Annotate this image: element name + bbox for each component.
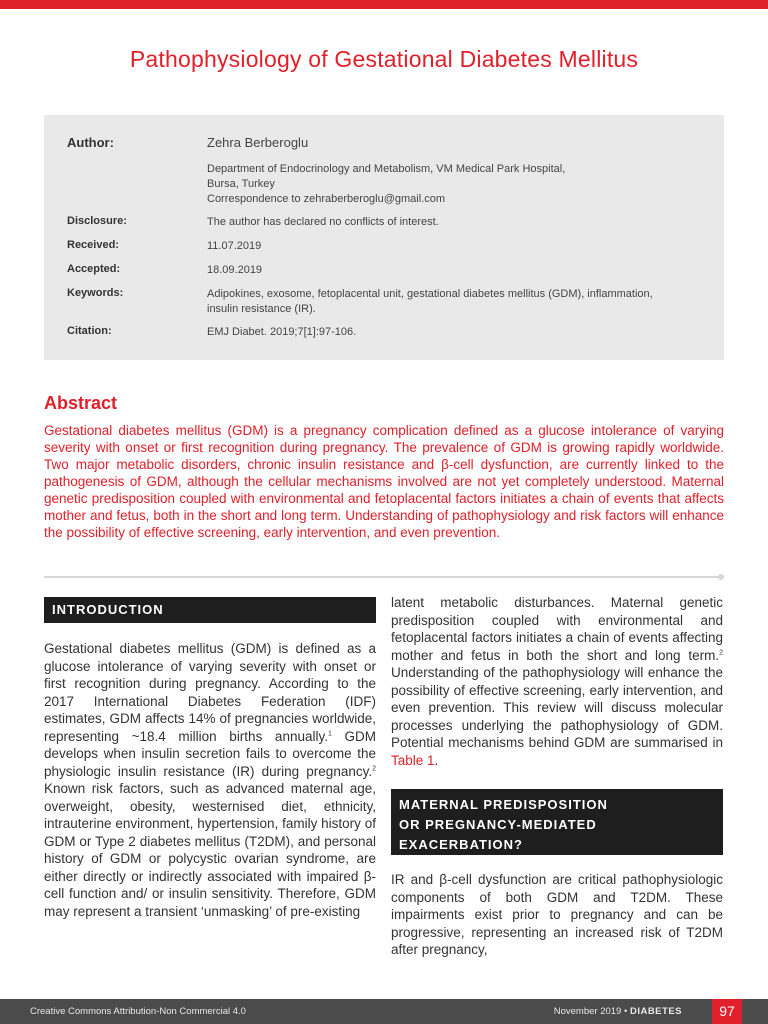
accepted-label: Accepted: [67, 263, 121, 275]
intro-cont-text-a: latent metabolic disturbances. Maternal genetic predisposition coupled with environmental and fetoplacental factors initiates a chain of events affecting mother and fetus in both the short and long term. [391, 595, 723, 663]
intro-text-a: Gestational diabetes mellitus (GDM) is defined as a glucose intolerance of varying severity with onset or first recognition during pregnancy. According to the 2017 International Diabetes Federation (IDF) estimates, GDM affects 14% of pregnancies worldwide, representing ~18.4 million births annually. [44, 641, 376, 744]
author-label: Author: [67, 135, 114, 150]
journal-section: DIABETES [629, 1006, 682, 1017]
article-title: Pathophysiology of Gestational Diabetes Mellitus [129, 46, 639, 72]
received-label: Received: [67, 239, 119, 251]
reference-2: 2 [372, 765, 376, 772]
page-number: 97 [712, 999, 742, 1024]
abstract-heading: Abstract [44, 393, 118, 413]
license-text: Creative Commons Attribution-Non Commercial 4.0 [30, 1006, 246, 1017]
issue-date: November 2019 [553, 1006, 622, 1017]
maternal-heading-line-1: MATERNAL PREDISPOSITION [399, 797, 608, 812]
article-info-box [44, 115, 724, 360]
footer-bullet: • [623, 1006, 628, 1017]
section-divider [44, 576, 722, 578]
keywords-value: Adipokines, exosome, fetoplacental unit, gestational diabetes mellitus (GDM), inflammation, insulin resistance (IR). [207, 288, 653, 315]
reference-1: 1 [327, 730, 332, 737]
introduction-heading: INTRODUCTION [44, 597, 376, 623]
affiliation-line-2: Bursa, Turkey [207, 178, 275, 190]
accepted-value: 18.09.2019 [207, 264, 263, 276]
correspondence-prefix: Correspondence to [207, 193, 304, 205]
author-name: Zehra Berberoglu [207, 135, 309, 150]
maternal-heading-line-2: OR PREGNANCY-MEDIATED [399, 817, 597, 832]
maternal-paragraph: IR and β-cell dysfunction are critical pathophysiologic components of both GDM and T2DM. These impairments exist prior to pregnancy and can be progressive, representing an increased risk of T2DM after pregnancy, [391, 872, 723, 957]
reference-2-repeat: 2 [719, 649, 723, 656]
top-accent-bar [0, 0, 768, 9]
intro-cont-end: . [434, 752, 439, 768]
table-1-link[interactable]: Table 1 [391, 752, 435, 768]
footer-issue [554, 1006, 682, 1017]
page-footer [0, 999, 768, 1024]
citation-label: Citation: [67, 325, 112, 337]
correspondence [207, 192, 677, 207]
divider-dot [718, 574, 724, 580]
received-value: 11.07.2019 [207, 240, 262, 252]
intro-text-c: Known risk factors, such as advanced maternal age, overweight, obesity, westernised diet, ethnicity, intrauterine environment, hypertension, family history of GDM or Type 2 diabetes mellitus (T2DM), and personal history of GDM or polycystic ovarian syndrome, are either directly or indirectly associated with impaired β-cell function and/ or insulin sensitivity. Therefore, GDM may represent a transient ‘unmasking’ of pre-existing [44, 781, 376, 919]
intro-text-b: GDM develops when insulin secretion fails to overcome the physiologic insulin resistance (IR) during pregnancy. [44, 728, 376, 779]
introduction-continued-paragraph [391, 594, 723, 769]
affiliation-line-1: Department of Endocrinology and Metabolism, VM Medical Park Hospital, [207, 163, 566, 175]
keywords-label: Keywords: [67, 287, 124, 299]
maternal-heading-line-3: EXACERBATION? [399, 837, 523, 852]
maternal-predisposition-heading [391, 789, 723, 855]
intro-cont-text-b: Understanding of the pathophysiology will enhance the possibility of effective screening, early intervention, and even prevention. This review will discuss molecular processes underlying the pathophysiology of GDM. Potential mechanisms behind GDM are summarised in [391, 665, 723, 750]
abstract-text: Gestational diabetes mellitus (GDM) is a pregnancy complication defined as a glucose intolerance of varying severity with onset or first recognition during pregnancy. The prevalence of GDM is growing rapidly worldwide. Two major metabolic disorders, chronic insulin resistance and β-cell dysfunction, are currently linked to the pathogenesis of GDM, although the cellular mechanisms involved are not yet completely understood. Maternal genetic predisposition coupled with environmental and fetoplacental factors initiates a chain of events that affects mother and fetus, both in the short and long term. Understanding of pathophysiology and risk factors will enhance the possibility of effective screening, early intervention, and even prevention. [44, 423, 724, 540]
disclosure-value: The author has declared no conflicts of interest. [207, 216, 439, 228]
introduction-paragraph [44, 640, 376, 920]
disclosure-label: Disclosure: [67, 215, 127, 227]
affiliation [207, 162, 677, 207]
correspondence-email[interactable]: zehraberberoglu@gmail.com [303, 193, 446, 205]
citation-value: EMJ Diabet. 2019;7[1]:97-106. [207, 326, 357, 338]
